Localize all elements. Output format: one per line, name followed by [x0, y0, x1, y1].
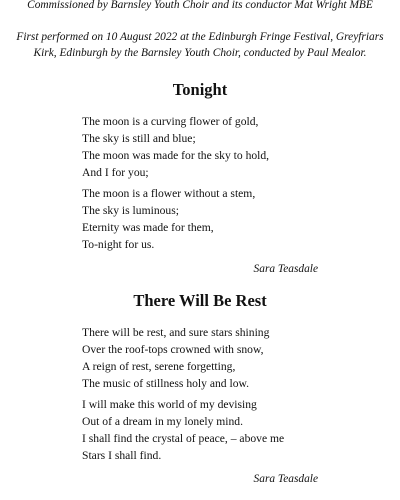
poem-stanza [82, 185, 382, 253]
poem-stanza [82, 113, 382, 181]
poem-line: The sky is still and blue; [82, 132, 196, 145]
poem-line: The sky is luminous; [82, 204, 179, 217]
poem-title: There Will Be Rest [133, 291, 267, 310]
poem-line: The moon was made for the sky to hold, [82, 149, 270, 162]
poem-line: I shall find the crystal of peace, – above me [82, 432, 285, 445]
poem-line: And I for you; [82, 166, 149, 179]
poem-line: To-night for us. [82, 238, 155, 251]
poem-line: Eternity was made for them, [82, 221, 214, 234]
poem-stanza [82, 324, 382, 392]
poem-line: I will make this world of my devising [82, 398, 257, 411]
poem-line: Out of a dream in my lonely mind. [82, 415, 243, 428]
poem-author: Sara Teasdale [253, 473, 318, 485]
first-performance-line: Kirk, Edinburgh by the Barnsley Youth Choir, conducted by Paul Mealor. [33, 47, 367, 59]
poem-line: Over the roof-tops crowned with snow, [82, 343, 264, 356]
poem-title: Tonight [172, 80, 228, 99]
poem-stanza [82, 396, 382, 464]
first-performance-line: First performed on 10 August 2022 at the Edinburgh Fringe Festival, Greyfriars [16, 31, 384, 43]
poem-line: The moon is a curving flower of gold, [82, 115, 259, 128]
poem-author: Sara Teasdale [253, 263, 318, 275]
poem-line: Stars I shall find. [82, 449, 162, 462]
poem-line: There will be rest, and sure stars shining [82, 326, 270, 339]
poem-line: The moon is a flower without a stem, [82, 187, 256, 200]
first-performance-note [0, 29, 400, 61]
poem-line: A reign of rest, serene forgetting, [82, 360, 236, 373]
commission-note: Commissioned by Barnsley Youth Choir and its conductor Mat Wright MBE [27, 0, 373, 11]
poem-line: The music of stillness holy and low. [82, 377, 250, 390]
